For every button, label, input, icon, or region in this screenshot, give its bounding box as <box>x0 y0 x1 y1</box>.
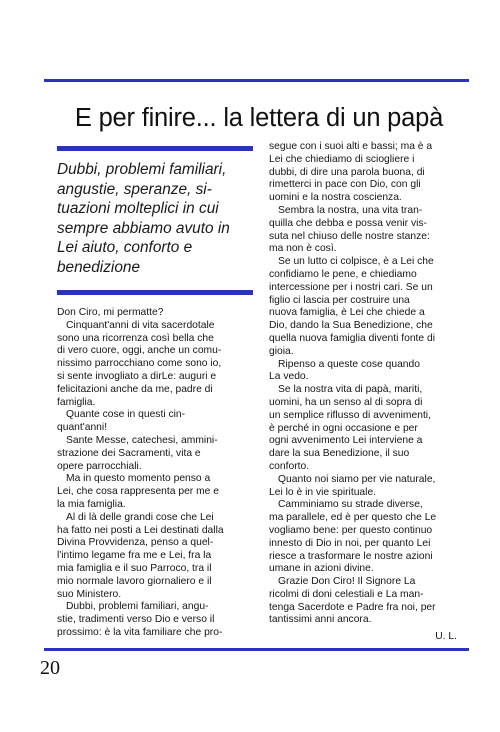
text-line: Grazie Don Ciro! Il Signore La <box>278 576 416 588</box>
text-line: segue con i suoi alti e bassi; ma è a <box>269 141 433 152</box>
text-line: Lei lo è in vie spirituale. <box>269 486 377 498</box>
subtitle-top-rule <box>57 146 253 151</box>
signature: U. L. <box>435 631 457 643</box>
text-line: è perché in ogni occasione e per <box>269 422 418 434</box>
text-line: riesce a trasformare le nostre azioni <box>269 550 433 562</box>
left-column <box>57 307 253 640</box>
subtitle-line: Lei aiuto, conforto e <box>57 239 193 256</box>
text-line: Ma in questo momento penso a <box>66 473 211 485</box>
text-line: ma parallele, ed è per questo che Le <box>269 512 437 524</box>
subtitle-bottom-rule <box>57 290 253 295</box>
text-line: felicitazioni anche da me, padre di <box>57 383 213 395</box>
subtitle-line: Dubbi, problemi familiari, <box>57 161 227 178</box>
text-line: Don Ciro, mi permatte? <box>57 307 164 318</box>
text-line: suta nel chiuso delle nostre stanze: <box>269 230 430 242</box>
text-line: l'intimo legame fra me e Lei, fra la <box>57 550 212 562</box>
text-line: La vedo. <box>269 371 309 383</box>
text-line: Lei, che cosa rappresenta per me e <box>57 486 219 498</box>
text-line: tantissimi anni ancora. <box>269 614 372 626</box>
right-column <box>269 141 469 644</box>
text-line: strazione dei Sacramenti, vita e <box>57 447 201 459</box>
text-line: nuova famiglia, è Lei che chiede a <box>269 307 425 319</box>
text-line: nissimo parrocchiano come sono io, <box>57 358 222 370</box>
text-line: Cinquant'anni di vita sacerdotale <box>66 319 215 331</box>
subtitle-line: angustie, speranze, si- <box>57 180 212 198</box>
text-line: vogliamo bene: per questo continuo <box>269 524 433 536</box>
text-line: di vero cuore, oggi, anche un comu- <box>57 345 222 357</box>
article-subtitle <box>57 160 253 277</box>
text-line: la mia famiglia. <box>57 498 126 510</box>
text-line: dubbi, di dire una parola buona, di <box>269 166 425 178</box>
text-line: un semplice riflusso di avvenimenti, <box>269 409 431 421</box>
text-line: Quanto noi siamo per vie naturale, <box>278 473 436 485</box>
text-line: Quante cose in questi cin- <box>66 409 186 421</box>
text-line: prossimo: è la vita familiare che pro- <box>57 626 223 638</box>
text-line: mia famiglia e il suo Parroco, tra il <box>57 562 212 574</box>
text-line: rimetterci in pace con Dio, con gli <box>269 179 421 191</box>
text-line: Lei che chiediamo di sciogliere i <box>269 153 415 165</box>
text-line: ricolmi di doni celestiali e La man- <box>269 588 424 600</box>
text-line: quella nuova famiglia diventi fonte di <box>269 332 436 344</box>
text-line: Sante Messe, catechesi, ammini- <box>66 434 218 446</box>
top-rule <box>44 79 469 82</box>
text-line: ma non è così. <box>269 243 337 255</box>
text-line: conforto. <box>269 460 310 472</box>
text-line: Divina Provvidenza, penso a quel- <box>57 537 214 549</box>
page-number: 20 <box>40 657 60 679</box>
text-line: confidiamo le pene, e chiediamo <box>269 268 417 280</box>
subtitle-line: benedizione <box>57 258 141 276</box>
text-line: Ripenso a queste cose quando <box>278 358 420 370</box>
text-line: uomini, ha un senso al di sopra di <box>269 396 423 408</box>
text-line: gioia. <box>269 345 294 357</box>
text-line: ha fatto nei posti a Lei destinati dalla <box>57 524 224 536</box>
text-line: figlio ci lascia per costruire una <box>269 294 410 306</box>
text-line: si sente invogliato a dirLe: auguri e <box>57 370 217 382</box>
text-line: Se un lutto ci colpisce, è a Lei che <box>278 256 434 268</box>
text-line: suo Ministero. <box>57 588 122 600</box>
text-line: Dio, dando la Sua Benedizione, che <box>269 320 433 332</box>
text-line: tenga Sacerdote e Padre fra noi, per <box>269 601 436 613</box>
subtitle-line: sempre abbiamo avuto in <box>57 219 230 237</box>
text-line: innesto di Dio in noi, per quanto Lei <box>269 537 431 549</box>
text-line: Dubbi, problemi familiari, angu- <box>66 601 209 613</box>
text-line: Sembra la nostra, una vita tran- <box>278 204 423 216</box>
text-line: famiglia. <box>57 396 96 408</box>
text-line: Camminiamo su strade diverse, <box>278 499 423 511</box>
text-line: uomini e la nostra coscienza. <box>269 192 402 204</box>
text-line: mio normale lavoro giornaliero e il <box>57 575 212 587</box>
text-line: Al di là delle grandi cose che Lei <box>66 511 214 523</box>
text-line: stie, tradimenti verso Dio e verso il <box>57 614 215 626</box>
text-line: Se la nostra vita di papà, mariti, <box>278 384 423 396</box>
text-line: ogni avvenimento Lei interviene a <box>269 435 423 447</box>
text-line: quilla che debba e possa venir vis- <box>269 217 427 229</box>
text-line: opere parrocchiali. <box>57 460 142 472</box>
subtitle-line: tuazioni molteplici in cui <box>57 200 219 217</box>
bottom-rule <box>44 648 469 651</box>
text-line: intercessione per i nostri cari. Se un <box>269 281 433 293</box>
text-line: umane in azioni divine. <box>269 563 374 575</box>
text-line: dare la sua Benedizione, il suo <box>269 448 410 460</box>
text-line: quant'anni! <box>57 422 108 434</box>
article-title: E per finire... la lettera di un papà <box>74 104 444 132</box>
text-line: sono una ricorrenza così bella che <box>57 332 214 344</box>
